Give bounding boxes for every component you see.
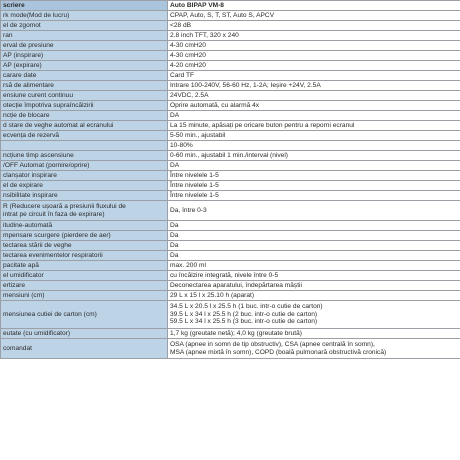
spec-label-text: carare date: [3, 71, 37, 79]
spec-value-cell: [168, 61, 460, 71]
spec-value-text: Da: [170, 241, 179, 249]
spec-value-cell: [168, 261, 460, 271]
spec-value-cell: [168, 41, 460, 51]
spec-label-text: pacitate apă: [3, 261, 39, 269]
spec-label-cell: [1, 31, 168, 41]
spec-label-cell: [1, 301, 168, 329]
spec-value-text: Intrare 100-240V, 56-60 Hz, 1-2A; Ieșire +24V, 2.5A: [170, 81, 321, 89]
table-row: [1, 81, 460, 91]
spec-value-cell: [168, 271, 460, 281]
spec-label-cell: [1, 241, 168, 251]
table-row: [1, 241, 460, 251]
spec-value-text: La 15 minute, apăsați pe oricare buton pentru a reporni ecranul: [170, 121, 355, 129]
spec-value-text: Între nivelele 1-5: [170, 181, 219, 189]
spec-value-text: 4-30 cmH20: [170, 51, 206, 59]
spec-label-text: el de expirare: [3, 181, 43, 189]
spec-value-cell: [168, 131, 460, 141]
spec-value-cell: [168, 141, 460, 151]
table-row: [1, 301, 460, 329]
table-row: [1, 31, 460, 41]
spec-label-text: clanșator inspirare: [3, 171, 57, 179]
spec-value-cell: [168, 31, 460, 41]
spec-value-cell: [168, 11, 460, 21]
spec-value-cell: [168, 281, 460, 291]
table-row: [1, 181, 460, 191]
spec-value-text: DA: [170, 111, 180, 119]
spec-label-text: otecție împotriva supraîncălzirii: [3, 101, 94, 109]
spec-label-cell: [1, 329, 168, 339]
spec-value-cell: [168, 21, 460, 31]
spec-value-text: 1,7 kg (greutate netă); 4,0 kg (greutate brută): [170, 329, 302, 337]
spec-label-text: R (Reducere ușoară a presiunii fluxului de: [3, 203, 126, 211]
spec-value-text: 10-80%: [170, 141, 193, 149]
spec-label-cell: [1, 91, 168, 101]
spec-label-cell: [1, 51, 168, 61]
table-row: [1, 221, 460, 231]
spec-label-cell: [1, 71, 168, 81]
spec-label-cell: [1, 261, 168, 271]
table-row: [1, 101, 460, 111]
table-row: [1, 11, 460, 21]
table-row: [1, 231, 460, 241]
spec-label-cell: [1, 181, 168, 191]
spec-label-text: erval de presiune: [3, 41, 54, 49]
table-row: [1, 161, 460, 171]
spec-value-cell: [168, 111, 460, 121]
spec-label-text: itudine-automată: [3, 221, 53, 229]
spec-value-text: max. 200 ml: [170, 261, 206, 269]
spec-label-cell: [1, 191, 168, 201]
header-value-cell: Auto BIPAP VM-8: [168, 1, 460, 11]
spec-value-cell: [168, 329, 460, 339]
spec-label-text: mpensare scurgere (pierdere de aer): [3, 231, 111, 239]
spec-label-cell: [1, 221, 168, 231]
spec-value-cell: [168, 101, 460, 111]
spec-value-cell: [168, 181, 460, 191]
spec-value-text: Oprire automată, cu alarmă 4x: [170, 101, 260, 109]
spec-value-cell: [168, 121, 460, 131]
spec-label-cell: [1, 41, 168, 51]
spec-label-text: rk mode(Mod de lucru): [3, 11, 70, 19]
table-row: [1, 281, 460, 291]
table-row: [1, 51, 460, 61]
spec-label-text: rsă de alimentare: [3, 81, 54, 89]
table-row: [1, 201, 460, 221]
spec-value-cell: [168, 241, 460, 251]
spec-label-cell: [1, 101, 168, 111]
spec-value-cell: [168, 251, 460, 261]
spec-value-text: 2.8 inch TFT, 320 x 240: [170, 31, 239, 39]
spec-value-text: <28 dB: [170, 21, 192, 29]
table-row: [1, 91, 460, 101]
table-row: [1, 151, 460, 161]
spec-value-cell: [168, 171, 460, 181]
spec-value-cell: [168, 71, 460, 81]
spec-label-text: mensiuni (cm): [3, 291, 45, 299]
spec-label-cell: [1, 231, 168, 241]
spec-label-text: intrat pe circuit în faza de expirare): [3, 210, 105, 218]
spec-value-text: Deconectarea aparatului, îndepărtarea măștii: [170, 281, 302, 289]
spec-label-cell: [1, 61, 168, 71]
table-row: [1, 171, 460, 181]
spec-value-text: 0-60 min., ajustabil 1 min./interval (nivel): [170, 151, 289, 159]
spec-value-text: 4-30 cmH20: [170, 41, 206, 49]
spec-label-cell: [1, 251, 168, 261]
spec-label-cell: [1, 281, 168, 291]
spec-label-text: el de zgomot: [3, 21, 41, 29]
spec-label-cell: [1, 171, 168, 181]
spec-label-text: ertizare: [3, 281, 25, 289]
spec-value-cell: [168, 81, 460, 91]
table-row: [1, 21, 460, 31]
spec-value-text: 24VDC, 2.5A: [170, 91, 209, 99]
spec-label-text: ncție de blocare: [3, 111, 50, 119]
spec-label-cell: [1, 131, 168, 141]
spec-label-cell: [1, 11, 168, 21]
table-row: [1, 131, 460, 141]
spec-label-text: ncțiune timp ascensiune: [3, 151, 74, 159]
spec-value-cell: [168, 191, 460, 201]
spec-label-cell: [1, 291, 168, 301]
spec-label-text: ecvența de rezervă: [3, 131, 60, 139]
spec-label-cell: [1, 271, 168, 281]
spec-label-text: mensiunea cutiei de carton (cm): [3, 310, 97, 318]
spec-label-text: tectarea stării de veghe: [3, 241, 72, 249]
spec-label-text: d stare de veghe automat al ecranului: [3, 121, 114, 129]
spec-value-text: Da: [170, 251, 179, 259]
spec-value-text: Între nivelele 1-5: [170, 171, 219, 179]
spec-value-text: Card TF: [170, 71, 195, 79]
spec-value-text: Între nivelele 1-5: [170, 191, 219, 199]
spec-label-text: ensiune curent continuu: [3, 91, 74, 99]
spec-value-text: Da, între 0-3: [170, 206, 207, 214]
table-header-row: [1, 1, 460, 11]
spec-value-cell: [168, 201, 460, 221]
spec-label-text: el umidificator: [3, 271, 44, 279]
spec-label-text: /OFF Automat (pornire/oprire): [3, 161, 90, 169]
table-row: [1, 61, 460, 71]
spec-value-cell: [168, 339, 460, 359]
spec-value-cell: [168, 151, 460, 161]
table-row: [1, 329, 460, 339]
spec-value-cell: [168, 291, 460, 301]
spec-label-cell: [1, 121, 168, 131]
spec-label-cell: [1, 201, 168, 221]
spec-value-text: 59.5 L x 34 l x 25.5 h (3 buc. intr-o cutie de carton): [170, 318, 318, 326]
spec-value-cell: [168, 91, 460, 101]
table-row: [1, 71, 460, 81]
table-row: [1, 291, 460, 301]
spec-label-text: eutate (cu umidificator): [3, 329, 71, 337]
spec-label-text: AP (inspirare): [3, 51, 44, 59]
table-row: [1, 121, 460, 131]
spec-value-text: OSA (apnee in somn de tip obstructiv), CSA (apnee centrală în somn),: [170, 341, 375, 349]
spec-value-text: 39.5 L x 34 l x 25.5 h (2 buc. intr-o cutie de carton): [170, 310, 318, 318]
spec-label-cell: [1, 151, 168, 161]
spec-label-text: nsibilitate inspirare: [3, 191, 58, 199]
spec-label-cell: [1, 161, 168, 171]
spec-value-cell: [168, 231, 460, 241]
spec-value-cell: [168, 301, 460, 329]
spec-value-text: cu încălzire integrată, nivele între 0-5: [170, 271, 279, 279]
table-row: [1, 251, 460, 261]
table-row: [1, 111, 460, 121]
spec-value-text: 5-50 min., ajustabil: [170, 131, 226, 139]
header-label-cell: scriere: [1, 1, 168, 11]
spec-value-text: 29 L x 15 l x 25.10 h (aparat): [170, 291, 255, 299]
spec-label-text: comandat: [3, 344, 32, 352]
table-row: [1, 271, 460, 281]
spec-value-text: Da: [170, 221, 179, 229]
table-row: [1, 41, 460, 51]
spec-label-text: ran: [3, 31, 13, 39]
spec-value-text: DA: [170, 161, 180, 169]
spec-value-text: 4-20 cmH20: [170, 61, 206, 69]
spec-table-body: [1, 1, 460, 359]
table-row: [1, 339, 460, 359]
spec-value-text: Da: [170, 231, 179, 239]
spec-label-cell: [1, 111, 168, 121]
spec-value-cell: [168, 221, 460, 231]
spec-value-cell: [168, 51, 460, 61]
spec-label-text: AP (expirare): [3, 61, 42, 69]
spec-value-text: MSA (apnee mixtă în somn), COPD (boală pulmonară obstructivă cronică): [170, 348, 387, 356]
table-row: [1, 141, 460, 151]
spec-label-cell: [1, 141, 168, 151]
spec-value-text: 34.5 L x 20.5 l x 25.5 h (1 buc. intr-o cutie de carton): [170, 303, 323, 311]
table-row: [1, 261, 460, 271]
table-row: [1, 191, 460, 201]
spec-label-text: tectarea evenimentelor respiratorii: [3, 251, 103, 259]
spec-label-cell: [1, 339, 168, 359]
spec-value-cell: [168, 161, 460, 171]
spec-label-cell: [1, 21, 168, 31]
spec-label-cell: [1, 81, 168, 91]
spec-value-text: CPAP, Auto, S, T, ST, Auto S, APCV: [170, 11, 275, 19]
